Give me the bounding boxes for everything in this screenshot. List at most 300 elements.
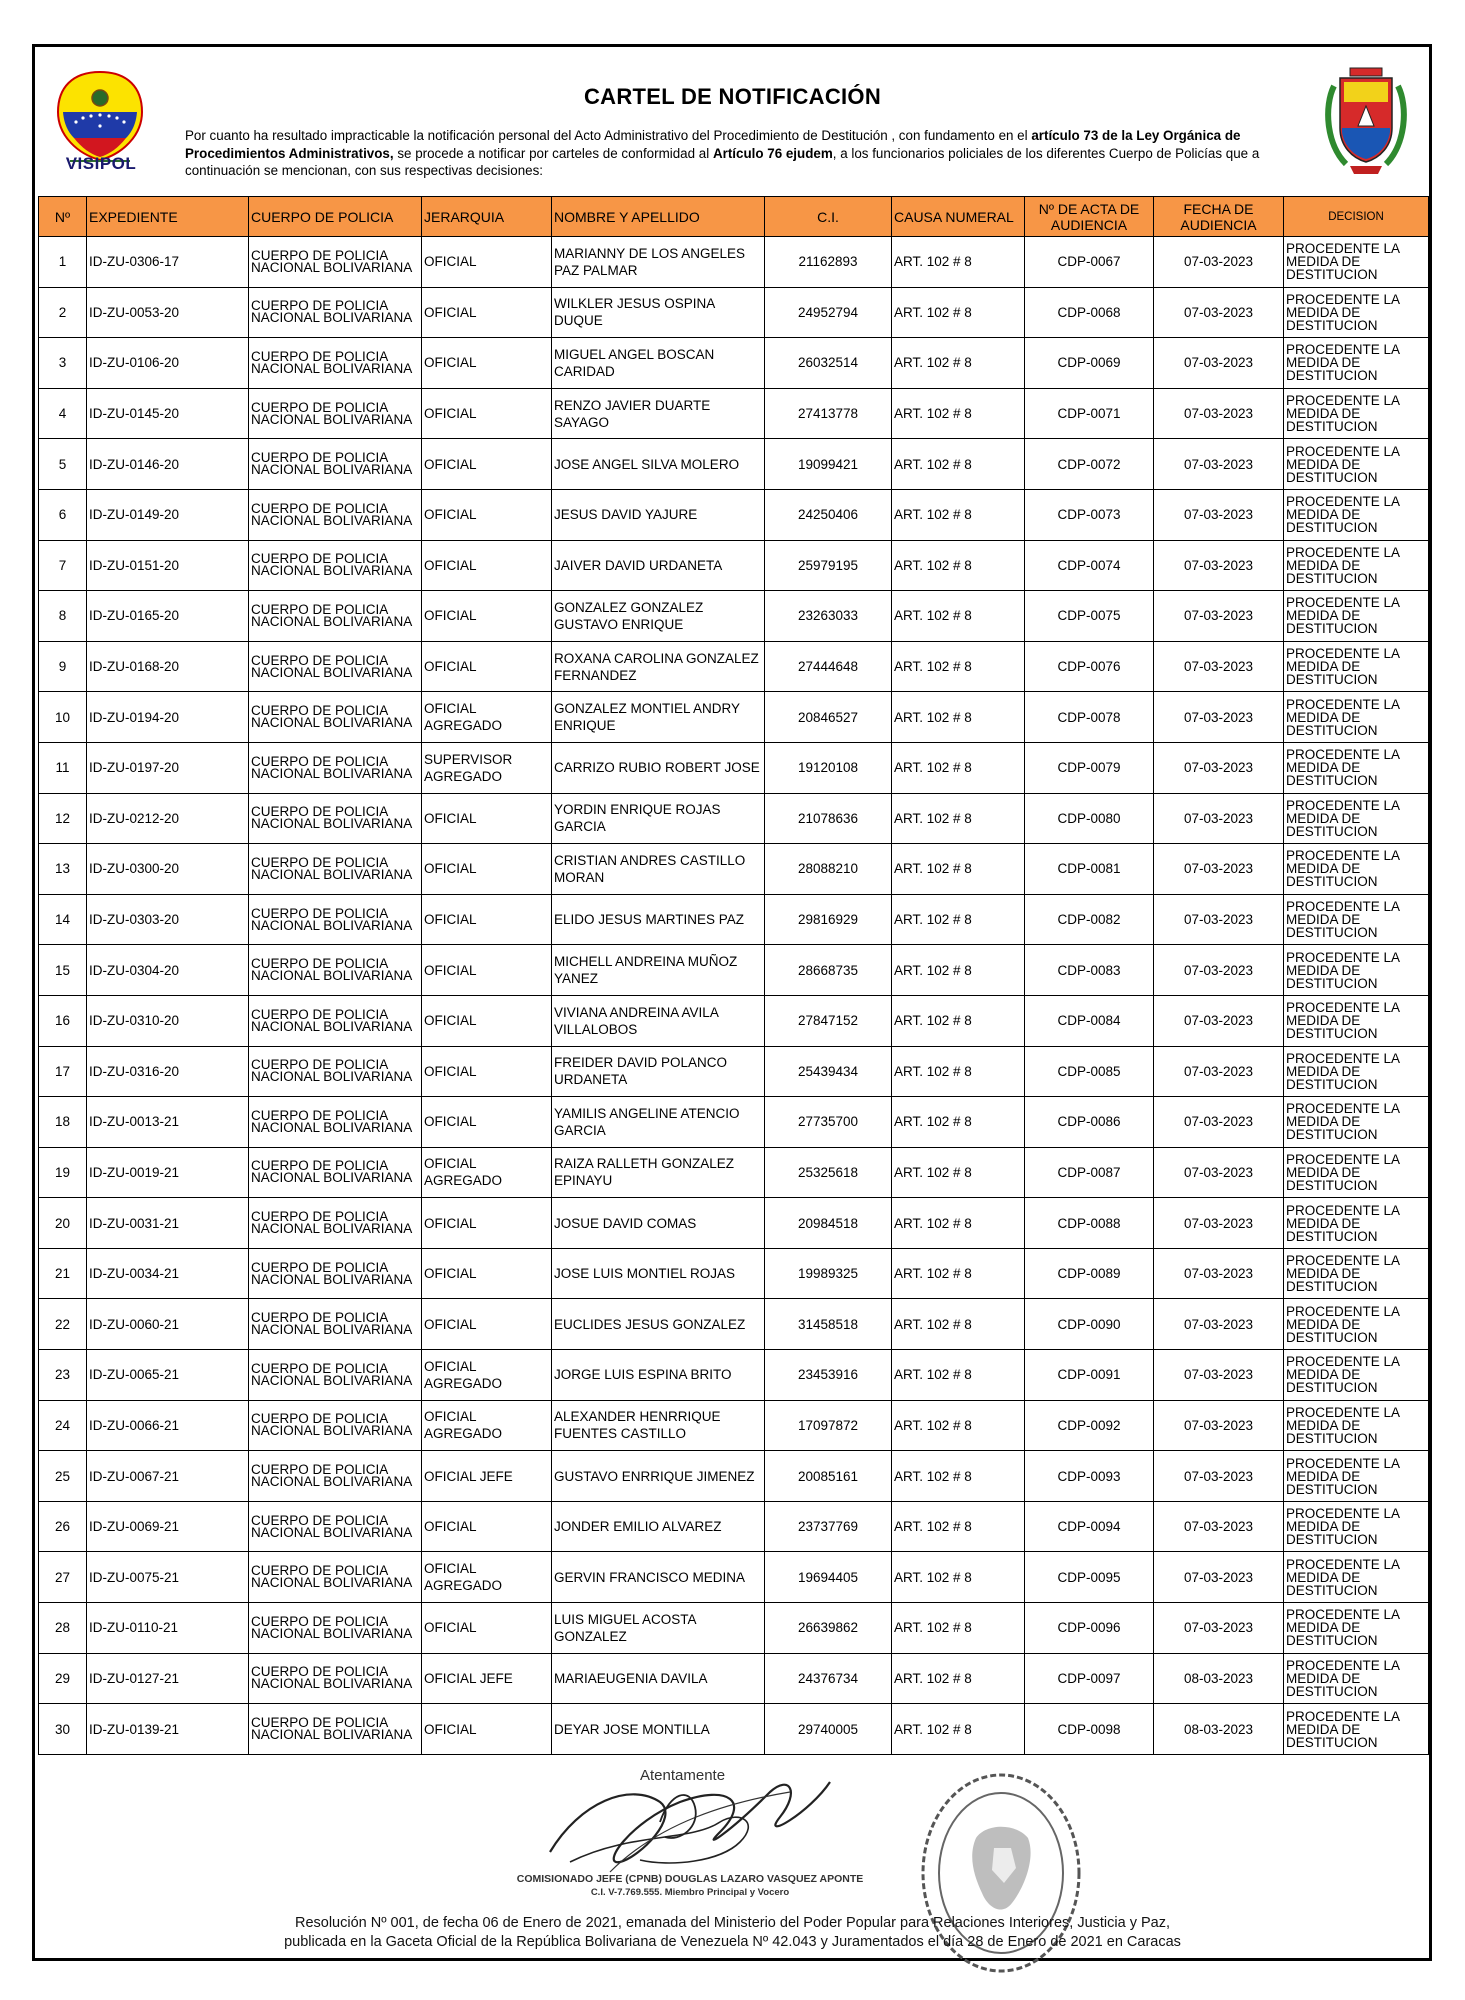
table-row bbox=[39, 1704, 1429, 1755]
fecha-cell: 08-03-2023 bbox=[1154, 1704, 1284, 1755]
causa-cell: ART. 102 # 8 bbox=[892, 1147, 1025, 1198]
table-row bbox=[39, 1198, 1429, 1249]
signature-subtitle: C.I. V-7.769.555. Miembro Principal y Vocero bbox=[590, 1887, 790, 1898]
table-row bbox=[39, 1653, 1429, 1704]
nombre-cell: DEYAR JOSE MONTILLA bbox=[552, 1704, 765, 1755]
decision-cell: PROCEDENTE LA MEDIDA DE DESTITUCION bbox=[1284, 995, 1429, 1046]
ci-cell: 19120108 bbox=[765, 742, 892, 793]
nombre-cell: GERVIN FRANCISCO MEDINA bbox=[552, 1552, 765, 1603]
row-number: 7 bbox=[39, 540, 87, 591]
ci-cell: 24376734 bbox=[765, 1653, 892, 1704]
causa-cell: ART. 102 # 8 bbox=[892, 1248, 1025, 1299]
expediente-cell: ID-ZU-0310-20 bbox=[87, 995, 249, 1046]
expediente-cell: ID-ZU-0106-20 bbox=[87, 338, 249, 389]
fecha-cell: 07-03-2023 bbox=[1154, 1451, 1284, 1502]
table-row bbox=[39, 1400, 1429, 1451]
row-number: 29 bbox=[39, 1653, 87, 1704]
table-header-row bbox=[39, 197, 1429, 237]
intro-text-3: , a los funcionarios policiales de los diferentes Cuerpo de Policías que a continuación se mencionan, con sus respectivas decisiones: bbox=[185, 145, 1260, 178]
expediente-cell: ID-ZU-0110-21 bbox=[87, 1603, 249, 1654]
nombre-cell: GONZALEZ GONZALEZ GUSTAVO ENRIQUE bbox=[552, 591, 765, 642]
decision-cell: PROCEDENTE LA MEDIDA DE DESTITUCION bbox=[1284, 1097, 1429, 1148]
ci-cell: 28668735 bbox=[765, 945, 892, 996]
causa-cell: ART. 102 # 8 bbox=[892, 1350, 1025, 1401]
nombre-cell: MICHELL ANDREINA MUÑOZ YANEZ bbox=[552, 945, 765, 996]
jerarquia-cell: OFICIAL bbox=[422, 489, 552, 540]
row-number: 9 bbox=[39, 641, 87, 692]
nombre-cell: JAIVER DAVID URDANETA bbox=[552, 540, 765, 591]
causa-cell: ART. 102 # 8 bbox=[892, 641, 1025, 692]
cuerpo-cell: CUERPO DE POLICIA NACIONAL BOLIVARIANA bbox=[249, 1400, 422, 1451]
jerarquia-cell: OFICIAL AGREGADO bbox=[422, 1147, 552, 1198]
cuerpo-cell: CUERPO DE POLICIA NACIONAL BOLIVARIANA bbox=[249, 591, 422, 642]
cuerpo-cell: CUERPO DE POLICIA NACIONAL BOLIVARIANA bbox=[249, 894, 422, 945]
expediente-cell: ID-ZU-0304-20 bbox=[87, 945, 249, 996]
decision-cell: PROCEDENTE LA MEDIDA DE DESTITUCION bbox=[1284, 1603, 1429, 1654]
row-number: 10 bbox=[39, 692, 87, 743]
jerarquia-cell: OFICIAL bbox=[422, 844, 552, 895]
causa-cell: ART. 102 # 8 bbox=[892, 338, 1025, 389]
acta-cell: CDP-0086 bbox=[1025, 1097, 1154, 1148]
fecha-cell: 07-03-2023 bbox=[1154, 489, 1284, 540]
nombre-cell: CRISTIAN ANDRES CASTILLO MORAN bbox=[552, 844, 765, 895]
ci-cell: 20846527 bbox=[765, 692, 892, 743]
nombre-cell: YORDIN ENRIQUE ROJAS GARCIA bbox=[552, 793, 765, 844]
causa-cell: ART. 102 # 8 bbox=[892, 540, 1025, 591]
table-row bbox=[39, 1147, 1429, 1198]
cuerpo-cell: CUERPO DE POLICIA NACIONAL BOLIVARIANA bbox=[249, 995, 422, 1046]
cuerpo-cell: CUERPO DE POLICIA NACIONAL BOLIVARIANA bbox=[249, 692, 422, 743]
footer bbox=[0, 1914, 1465, 1952]
closing-text: Atentamente bbox=[640, 1767, 726, 1784]
expediente-cell: ID-ZU-0303-20 bbox=[87, 894, 249, 945]
nombre-cell: MIGUEL ANGEL BOSCAN CARIDAD bbox=[552, 338, 765, 389]
expediente-cell: ID-ZU-0197-20 bbox=[87, 742, 249, 793]
causa-cell: ART. 102 # 8 bbox=[892, 742, 1025, 793]
table-row bbox=[39, 995, 1429, 1046]
expediente-cell: ID-ZU-0065-21 bbox=[87, 1350, 249, 1401]
table-row bbox=[39, 287, 1429, 338]
table-row bbox=[39, 945, 1429, 996]
acta-cell: CDP-0072 bbox=[1025, 439, 1154, 490]
row-number: 20 bbox=[39, 1198, 87, 1249]
fecha-cell: 08-03-2023 bbox=[1154, 1653, 1284, 1704]
fecha-cell: 07-03-2023 bbox=[1154, 287, 1284, 338]
ci-cell: 26032514 bbox=[765, 338, 892, 389]
header-expediente: EXPEDIENTE bbox=[87, 197, 249, 237]
cuerpo-cell: CUERPO DE POLICIA NACIONAL BOLIVARIANA bbox=[249, 388, 422, 439]
causa-cell: ART. 102 # 8 bbox=[892, 945, 1025, 996]
fecha-cell: 07-03-2023 bbox=[1154, 439, 1284, 490]
nombre-cell: JOSE ANGEL SILVA MOLERO bbox=[552, 439, 765, 490]
row-number: 12 bbox=[39, 793, 87, 844]
visipol-logo-text: VISIPOL bbox=[65, 154, 137, 173]
decision-cell: PROCEDENTE LA MEDIDA DE DESTITUCION bbox=[1284, 1299, 1429, 1350]
table-row bbox=[39, 540, 1429, 591]
cuerpo-cell: CUERPO DE POLICIA NACIONAL BOLIVARIANA bbox=[249, 1552, 422, 1603]
table-row bbox=[39, 439, 1429, 490]
decision-cell: PROCEDENTE LA MEDIDA DE DESTITUCION bbox=[1284, 439, 1429, 490]
decision-cell: PROCEDENTE LA MEDIDA DE DESTITUCION bbox=[1284, 1653, 1429, 1704]
cuerpo-cell: CUERPO DE POLICIA NACIONAL BOLIVARIANA bbox=[249, 489, 422, 540]
intro-bold-2: Artículo 76 ejudem bbox=[712, 145, 833, 161]
fecha-cell: 07-03-2023 bbox=[1154, 844, 1284, 895]
table-row bbox=[39, 894, 1429, 945]
jerarquia-cell: OFICIAL bbox=[422, 1198, 552, 1249]
ci-cell: 28088210 bbox=[765, 844, 892, 895]
nombre-cell: MARIANNY DE LOS ANGELES PAZ PALMAR bbox=[552, 237, 765, 288]
jerarquia-cell: OFICIAL JEFE bbox=[422, 1451, 552, 1502]
cuerpo-cell: CUERPO DE POLICIA NACIONAL BOLIVARIANA bbox=[249, 945, 422, 996]
causa-cell: ART. 102 # 8 bbox=[892, 287, 1025, 338]
causa-cell: ART. 102 # 8 bbox=[892, 591, 1025, 642]
cuerpo-cell: CUERPO DE POLICIA NACIONAL BOLIVARIANA bbox=[249, 641, 422, 692]
jerarquia-cell: OFICIAL bbox=[422, 540, 552, 591]
expediente-cell: ID-ZU-0300-20 bbox=[87, 844, 249, 895]
ci-cell: 21162893 bbox=[765, 237, 892, 288]
row-number: 27 bbox=[39, 1552, 87, 1603]
acta-cell: CDP-0088 bbox=[1025, 1198, 1154, 1249]
cuerpo-cell: CUERPO DE POLICIA NACIONAL BOLIVARIANA bbox=[249, 237, 422, 288]
ci-cell: 24952794 bbox=[765, 287, 892, 338]
table-row bbox=[39, 844, 1429, 895]
causa-cell: ART. 102 # 8 bbox=[892, 692, 1025, 743]
causa-cell: ART. 102 # 8 bbox=[892, 439, 1025, 490]
decision-cell: PROCEDENTE LA MEDIDA DE DESTITUCION bbox=[1284, 388, 1429, 439]
intro-text-1: Por cuanto ha resultado impracticable la notificación personal del Acto Administrativo del Procedimiento de Destitución , con fundamento en el bbox=[185, 128, 1032, 143]
acta-cell: CDP-0093 bbox=[1025, 1451, 1154, 1502]
ci-cell: 20085161 bbox=[765, 1451, 892, 1502]
decision-cell: PROCEDENTE LA MEDIDA DE DESTITUCION bbox=[1284, 945, 1429, 996]
jerarquia-cell: OFICIAL bbox=[422, 945, 552, 996]
ci-cell: 29816929 bbox=[765, 894, 892, 945]
causa-cell: ART. 102 # 8 bbox=[892, 489, 1025, 540]
causa-cell: ART. 102 # 8 bbox=[892, 1704, 1025, 1755]
jerarquia-cell: OFICIAL AGREGADO bbox=[422, 1350, 552, 1401]
header-causa: CAUSA NUMERAL bbox=[892, 197, 1025, 237]
table-row bbox=[39, 1248, 1429, 1299]
row-number: 19 bbox=[39, 1147, 87, 1198]
signature-name: COMISIONADO JEFE (CPNB) DOUGLAS LAZARO VASQUEZ APONTE bbox=[516, 1873, 864, 1885]
jerarquia-cell: OFICIAL AGREGADO bbox=[422, 1400, 552, 1451]
table-row bbox=[39, 1501, 1429, 1552]
fecha-cell: 07-03-2023 bbox=[1154, 1046, 1284, 1097]
row-number: 6 bbox=[39, 489, 87, 540]
footer-line-2: publicada en la Gaceta Oficial de la República Bolivariana de Venezuela Nº 42.043 y Juramentados el día 28 de Enero de 2021 en Caracas bbox=[284, 1934, 1181, 1950]
nombre-cell: EUCLIDES JESUS GONZALEZ bbox=[552, 1299, 765, 1350]
acta-cell: CDP-0067 bbox=[1025, 237, 1154, 288]
expediente-cell: ID-ZU-0165-20 bbox=[87, 591, 249, 642]
row-number: 21 bbox=[39, 1248, 87, 1299]
ci-cell: 19099421 bbox=[765, 439, 892, 490]
jerarquia-cell: OFICIAL bbox=[422, 1299, 552, 1350]
fecha-cell: 07-03-2023 bbox=[1154, 692, 1284, 743]
fecha-cell: 07-03-2023 bbox=[1154, 237, 1284, 288]
jerarquia-cell: OFICIAL bbox=[422, 1046, 552, 1097]
causa-cell: ART. 102 # 8 bbox=[892, 1603, 1025, 1654]
acta-cell: CDP-0069 bbox=[1025, 338, 1154, 389]
causa-cell: ART. 102 # 8 bbox=[892, 793, 1025, 844]
cuerpo-cell: CUERPO DE POLICIA NACIONAL BOLIVARIANA bbox=[249, 1147, 422, 1198]
causa-cell: ART. 102 # 8 bbox=[892, 237, 1025, 288]
cuerpo-cell: CUERPO DE POLICIA NACIONAL BOLIVARIANA bbox=[249, 1248, 422, 1299]
decision-cell: PROCEDENTE LA MEDIDA DE DESTITUCION bbox=[1284, 540, 1429, 591]
expediente-cell: ID-ZU-0194-20 bbox=[87, 692, 249, 743]
nombre-cell: FREIDER DAVID POLANCO URDANETA bbox=[552, 1046, 765, 1097]
acta-cell: CDP-0076 bbox=[1025, 641, 1154, 692]
jerarquia-cell: OFICIAL bbox=[422, 995, 552, 1046]
ci-cell: 23263033 bbox=[765, 591, 892, 642]
nombre-cell: JOSE LUIS MONTIEL ROJAS bbox=[552, 1248, 765, 1299]
fecha-cell: 07-03-2023 bbox=[1154, 388, 1284, 439]
acta-cell: CDP-0071 bbox=[1025, 388, 1154, 439]
fecha-cell: 07-03-2023 bbox=[1154, 1552, 1284, 1603]
ci-cell: 27847152 bbox=[765, 995, 892, 1046]
ci-cell: 23737769 bbox=[765, 1501, 892, 1552]
fecha-cell: 07-03-2023 bbox=[1154, 338, 1284, 389]
row-number: 23 bbox=[39, 1350, 87, 1401]
header-ci: C.I. bbox=[765, 197, 892, 237]
acta-cell: CDP-0092 bbox=[1025, 1400, 1154, 1451]
row-number: 11 bbox=[39, 742, 87, 793]
acta-cell: CDP-0078 bbox=[1025, 692, 1154, 743]
nombre-cell: GUSTAVO ENRRIQUE JIMENEZ bbox=[552, 1451, 765, 1502]
page-title: CARTEL DE NOTIFICACIÓN bbox=[583, 84, 882, 109]
header-cuerpo: CUERPO DE POLICIA bbox=[249, 197, 422, 237]
jerarquia-cell: OFICIAL bbox=[422, 1248, 552, 1299]
causa-cell: ART. 102 # 8 bbox=[892, 844, 1025, 895]
cuerpo-cell: CUERPO DE POLICIA NACIONAL BOLIVARIANA bbox=[249, 1350, 422, 1401]
jerarquia-cell: OFICIAL bbox=[422, 1501, 552, 1552]
footer-line-1: Resolución Nº 001, de fecha 06 de Enero de 2021, emanada del Ministerio del Poder Popular para Relaciones Interiores, Justicia y Paz, bbox=[294, 1915, 1170, 1931]
causa-cell: ART. 102 # 8 bbox=[892, 995, 1025, 1046]
expediente-cell: ID-ZU-0139-21 bbox=[87, 1704, 249, 1755]
cuerpo-cell: CUERPO DE POLICIA NACIONAL BOLIVARIANA bbox=[249, 287, 422, 338]
table-row bbox=[39, 692, 1429, 743]
expediente-cell: ID-ZU-0316-20 bbox=[87, 1046, 249, 1097]
nombre-cell: RENZO JAVIER DUARTE SAYAGO bbox=[552, 388, 765, 439]
cuerpo-cell: CUERPO DE POLICIA NACIONAL BOLIVARIANA bbox=[249, 1198, 422, 1249]
expediente-cell: ID-ZU-0031-21 bbox=[87, 1198, 249, 1249]
nombre-cell: RAIZA RALLETH GONZALEZ EPINAYU bbox=[552, 1147, 765, 1198]
row-number: 22 bbox=[39, 1299, 87, 1350]
row-number: 2 bbox=[39, 287, 87, 338]
header-acta: Nº DE ACTA DE AUDIENCIA bbox=[1025, 197, 1154, 237]
row-number: 16 bbox=[39, 995, 87, 1046]
expediente-cell: ID-ZU-0151-20 bbox=[87, 540, 249, 591]
coat-of-arms-icon bbox=[1320, 66, 1412, 178]
table-row bbox=[39, 338, 1429, 389]
ci-cell: 27444648 bbox=[765, 641, 892, 692]
row-number: 18 bbox=[39, 1097, 87, 1148]
jerarquia-cell: OFICIAL bbox=[422, 1704, 552, 1755]
cuerpo-cell: CUERPO DE POLICIA NACIONAL BOLIVARIANA bbox=[249, 1501, 422, 1552]
jerarquia-cell: OFICIAL bbox=[422, 388, 552, 439]
ci-cell: 25979195 bbox=[765, 540, 892, 591]
expediente-cell: ID-ZU-0019-21 bbox=[87, 1147, 249, 1198]
acta-cell: CDP-0090 bbox=[1025, 1299, 1154, 1350]
decision-cell: PROCEDENTE LA MEDIDA DE DESTITUCION bbox=[1284, 1046, 1429, 1097]
fecha-cell: 07-03-2023 bbox=[1154, 793, 1284, 844]
cuerpo-cell: CUERPO DE POLICIA NACIONAL BOLIVARIANA bbox=[249, 742, 422, 793]
expediente-cell: ID-ZU-0149-20 bbox=[87, 489, 249, 540]
intro-text-2: se procede a notificar por carteles de conformidad al bbox=[393, 145, 713, 161]
cuerpo-cell: CUERPO DE POLICIA NACIONAL BOLIVARIANA bbox=[249, 338, 422, 389]
expediente-cell: ID-ZU-0069-21 bbox=[87, 1501, 249, 1552]
acta-cell: CDP-0080 bbox=[1025, 793, 1154, 844]
causa-cell: ART. 102 # 8 bbox=[892, 1198, 1025, 1249]
ci-cell: 17097872 bbox=[765, 1400, 892, 1451]
jerarquia-cell: OFICIAL JEFE bbox=[422, 1653, 552, 1704]
ci-cell: 26639862 bbox=[765, 1603, 892, 1654]
row-number: 13 bbox=[39, 844, 87, 895]
fecha-cell: 07-03-2023 bbox=[1154, 540, 1284, 591]
decision-cell: PROCEDENTE LA MEDIDA DE DESTITUCION bbox=[1284, 1400, 1429, 1451]
decision-cell: PROCEDENTE LA MEDIDA DE DESTITUCION bbox=[1284, 489, 1429, 540]
row-number: 14 bbox=[39, 894, 87, 945]
decision-cell: PROCEDENTE LA MEDIDA DE DESTITUCION bbox=[1284, 1248, 1429, 1299]
nombre-cell: JORGE LUIS ESPINA BRITO bbox=[552, 1350, 765, 1401]
jerarquia-cell: SUPERVISOR AGREGADO bbox=[422, 742, 552, 793]
expediente-cell: ID-ZU-0034-21 bbox=[87, 1248, 249, 1299]
table-row bbox=[39, 742, 1429, 793]
fecha-cell: 07-03-2023 bbox=[1154, 1299, 1284, 1350]
acta-cell: CDP-0089 bbox=[1025, 1248, 1154, 1299]
table-row bbox=[39, 1046, 1429, 1097]
nombre-cell: ALEXANDER HENRRIQUE FUENTES CASTILLO bbox=[552, 1400, 765, 1451]
jerarquia-cell: OFICIAL AGREGADO bbox=[422, 1552, 552, 1603]
decision-cell: PROCEDENTE LA MEDIDA DE DESTITUCION bbox=[1284, 894, 1429, 945]
table-row bbox=[39, 1350, 1429, 1401]
jerarquia-cell: OFICIAL AGREGADO bbox=[422, 692, 552, 743]
intro-paragraph bbox=[185, 127, 1277, 180]
expediente-cell: ID-ZU-0127-21 bbox=[87, 1653, 249, 1704]
expediente-cell: ID-ZU-0306-17 bbox=[87, 237, 249, 288]
row-number: 15 bbox=[39, 945, 87, 996]
acta-cell: CDP-0091 bbox=[1025, 1350, 1154, 1401]
row-number: 24 bbox=[39, 1400, 87, 1451]
table-row bbox=[39, 237, 1429, 288]
decision-cell: PROCEDENTE LA MEDIDA DE DESTITUCION bbox=[1284, 1501, 1429, 1552]
cuerpo-cell: CUERPO DE POLICIA NACIONAL BOLIVARIANA bbox=[249, 540, 422, 591]
nombre-cell: JESUS DAVID YAJURE bbox=[552, 489, 765, 540]
expediente-cell: ID-ZU-0013-21 bbox=[87, 1097, 249, 1148]
causa-cell: ART. 102 # 8 bbox=[892, 1046, 1025, 1097]
expediente-cell: ID-ZU-0075-21 bbox=[87, 1552, 249, 1603]
intro-bold-1: artículo 73 de la Ley Orgánica de Procedimientos Administrativos, bbox=[185, 128, 1241, 161]
jerarquia-cell: OFICIAL bbox=[422, 338, 552, 389]
nombre-cell: JOSUE DAVID COMAS bbox=[552, 1198, 765, 1249]
row-number: 26 bbox=[39, 1501, 87, 1552]
causa-cell: ART. 102 # 8 bbox=[892, 1299, 1025, 1350]
decision-cell: PROCEDENTE LA MEDIDA DE DESTITUCION bbox=[1284, 1451, 1429, 1502]
cuerpo-cell: CUERPO DE POLICIA NACIONAL BOLIVARIANA bbox=[249, 1704, 422, 1755]
row-number: 30 bbox=[39, 1704, 87, 1755]
decision-cell: PROCEDENTE LA MEDIDA DE DESTITUCION bbox=[1284, 692, 1429, 743]
header-nombre: NOMBRE Y APELLIDO bbox=[552, 197, 765, 237]
ci-cell: 27413778 bbox=[765, 388, 892, 439]
acta-cell: CDP-0082 bbox=[1025, 894, 1154, 945]
table-row bbox=[39, 1552, 1429, 1603]
decision-cell: PROCEDENTE LA MEDIDA DE DESTITUCION bbox=[1284, 338, 1429, 389]
jerarquia-cell: OFICIAL bbox=[422, 641, 552, 692]
fecha-cell: 07-03-2023 bbox=[1154, 1198, 1284, 1249]
jerarquia-cell: OFICIAL bbox=[422, 1097, 552, 1148]
fecha-cell: 07-03-2023 bbox=[1154, 1147, 1284, 1198]
fecha-cell: 07-03-2023 bbox=[1154, 1097, 1284, 1148]
decision-cell: PROCEDENTE LA MEDIDA DE DESTITUCION bbox=[1284, 1552, 1429, 1603]
decision-cell: PROCEDENTE LA MEDIDA DE DESTITUCION bbox=[1284, 793, 1429, 844]
acta-cell: CDP-0096 bbox=[1025, 1603, 1154, 1654]
expediente-cell: ID-ZU-0145-20 bbox=[87, 388, 249, 439]
nombre-cell: WILKLER JESUS OSPINA DUQUE bbox=[552, 287, 765, 338]
nombre-cell: CARRIZO RUBIO ROBERT JOSE bbox=[552, 742, 765, 793]
table-row bbox=[39, 388, 1429, 439]
header-fecha: FECHA DE AUDIENCIA bbox=[1154, 197, 1284, 237]
ci-cell: 23453916 bbox=[765, 1350, 892, 1401]
jerarquia-cell: OFICIAL bbox=[422, 894, 552, 945]
nombre-cell: ELIDO JESUS MARTINES PAZ bbox=[552, 894, 765, 945]
ci-cell: 25325618 bbox=[765, 1147, 892, 1198]
acta-cell: CDP-0084 bbox=[1025, 995, 1154, 1046]
table-row bbox=[39, 1299, 1429, 1350]
decision-cell: PROCEDENTE LA MEDIDA DE DESTITUCION bbox=[1284, 844, 1429, 895]
causa-cell: ART. 102 # 8 bbox=[892, 388, 1025, 439]
causa-cell: ART. 102 # 8 bbox=[892, 894, 1025, 945]
ci-cell: 24250406 bbox=[765, 489, 892, 540]
acta-cell: CDP-0095 bbox=[1025, 1552, 1154, 1603]
table-row bbox=[39, 641, 1429, 692]
acta-cell: CDP-0068 bbox=[1025, 287, 1154, 338]
nombre-cell: MARIAEUGENIA DAVILA bbox=[552, 1653, 765, 1704]
cuerpo-cell: CUERPO DE POLICIA NACIONAL BOLIVARIANA bbox=[249, 844, 422, 895]
fecha-cell: 07-03-2023 bbox=[1154, 1350, 1284, 1401]
causa-cell: ART. 102 # 8 bbox=[892, 1400, 1025, 1451]
nombre-cell: ROXANA CAROLINA GONZALEZ FERNANDEZ bbox=[552, 641, 765, 692]
fecha-cell: 07-03-2023 bbox=[1154, 995, 1284, 1046]
jerarquia-cell: OFICIAL bbox=[422, 1603, 552, 1654]
table-row bbox=[39, 489, 1429, 540]
fecha-cell: 07-03-2023 bbox=[1154, 945, 1284, 996]
fecha-cell: 07-03-2023 bbox=[1154, 1400, 1284, 1451]
decision-cell: PROCEDENTE LA MEDIDA DE DESTITUCION bbox=[1284, 641, 1429, 692]
jerarquia-cell: OFICIAL bbox=[422, 439, 552, 490]
fecha-cell: 07-03-2023 bbox=[1154, 591, 1284, 642]
ci-cell: 19694405 bbox=[765, 1552, 892, 1603]
acta-cell: CDP-0074 bbox=[1025, 540, 1154, 591]
cuerpo-cell: CUERPO DE POLICIA NACIONAL BOLIVARIANA bbox=[249, 1653, 422, 1704]
cuerpo-cell: CUERPO DE POLICIA NACIONAL BOLIVARIANA bbox=[249, 439, 422, 490]
row-number: 25 bbox=[39, 1451, 87, 1502]
fecha-cell: 07-03-2023 bbox=[1154, 1501, 1284, 1552]
row-number: 4 bbox=[39, 388, 87, 439]
row-number: 3 bbox=[39, 338, 87, 389]
cuerpo-cell: CUERPO DE POLICIA NACIONAL BOLIVARIANA bbox=[249, 1451, 422, 1502]
acta-cell: CDP-0083 bbox=[1025, 945, 1154, 996]
header-num: Nº bbox=[39, 197, 87, 237]
decision-cell: PROCEDENTE LA MEDIDA DE DESTITUCION bbox=[1284, 591, 1429, 642]
decision-cell: PROCEDENTE LA MEDIDA DE DESTITUCION bbox=[1284, 237, 1429, 288]
decision-cell: PROCEDENTE LA MEDIDA DE DESTITUCION bbox=[1284, 287, 1429, 338]
expediente-cell: ID-ZU-0060-21 bbox=[87, 1299, 249, 1350]
notification-table bbox=[38, 196, 1429, 1755]
table-row bbox=[39, 591, 1429, 642]
jerarquia-cell: OFICIAL bbox=[422, 591, 552, 642]
table-row bbox=[39, 1097, 1429, 1148]
decision-cell: PROCEDENTE LA MEDIDA DE DESTITUCION bbox=[1284, 742, 1429, 793]
nombre-cell: JONDER EMILIO ALVAREZ bbox=[552, 1501, 765, 1552]
cuerpo-cell: CUERPO DE POLICIA NACIONAL BOLIVARIANA bbox=[249, 1097, 422, 1148]
